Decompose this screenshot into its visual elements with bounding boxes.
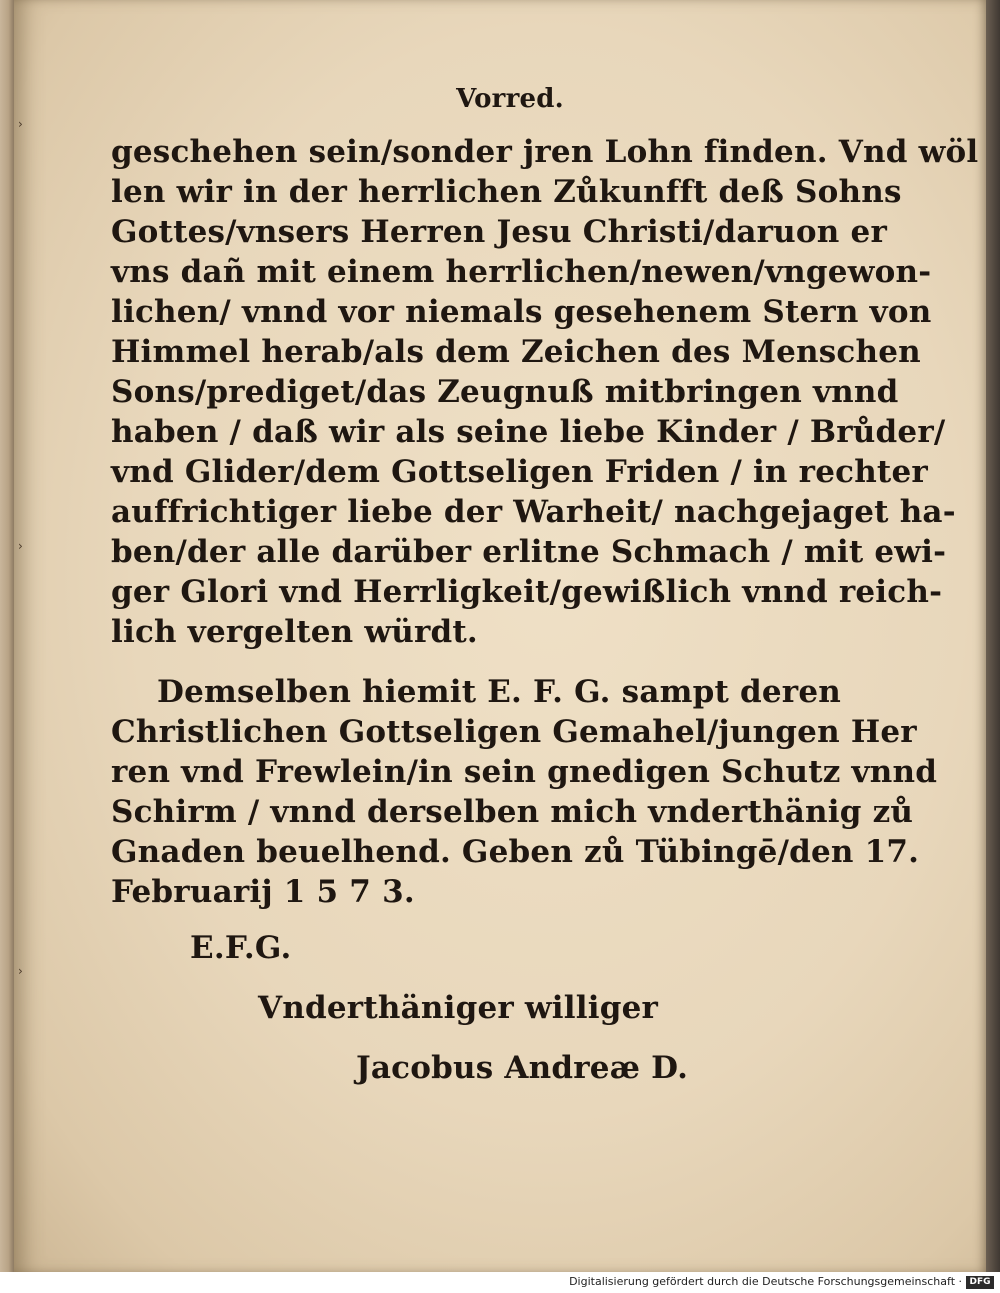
signature: Jacobus Andreæ D. xyxy=(356,1050,689,1086)
previous-page-edge xyxy=(0,0,14,1272)
closing-abbreviation: E.F.G. xyxy=(190,930,292,966)
text-line: haben / daß wir als seine liebe Kinder / Brůder/ xyxy=(111,414,946,450)
running-head: Vorred. xyxy=(456,84,564,114)
text-line: Sons/prediget/das Zeugnuß mitbringen vnnd xyxy=(111,374,899,410)
text-line: Februarij 1 5 7 3. xyxy=(111,874,415,910)
margin-mark: › xyxy=(18,964,23,978)
text-line: Demselben hiemit E. F. G. sampt deren xyxy=(157,674,841,710)
margin-mark: › xyxy=(18,539,23,553)
text-line: geschehen sein/sonder jren Lohn finden. Vnd wöl xyxy=(111,134,979,170)
text-line: Christlichen Gottseligen Gemahel/jungen Her xyxy=(111,714,917,750)
text-line: Himmel herab/als dem Zeichen des Menschen xyxy=(111,334,921,370)
text-line: lich vergelten würdt. xyxy=(111,614,478,650)
margin-mark: › xyxy=(18,117,23,131)
text-line: Gnaden beuelhend. Geben zů Tübingē/den 17. xyxy=(111,834,920,870)
closing-formula: Vnderthäniger williger xyxy=(258,990,659,1026)
text-line: vns dañ mit einem herrlichen/newen/vngewon- xyxy=(111,254,932,290)
text-line: lichen/ vnnd vor niemals gesehenem Stern von xyxy=(111,294,932,330)
text-line: ger Glori vnd Herrligkeit/gewißlich vnnd reich- xyxy=(111,574,943,610)
text-line: vnd Glider/dem Gottseligen Friden / in rechter xyxy=(111,454,928,490)
book-page xyxy=(14,0,986,1272)
text-line: ben/der alle darüber erlitne Schmach / mit ewi- xyxy=(111,534,947,570)
text-line: ren vnd Frewlein/in sein gnedigen Schutz vnnd xyxy=(111,754,938,790)
footer-bar xyxy=(0,1272,1000,1293)
text-line: Schirm / vnnd derselben mich vnderthänig zů xyxy=(111,794,914,830)
funding-credit: Digitalisierung gefördert durch die Deutsche Forschungsgemeinschaft · xyxy=(569,1275,962,1288)
page-right-edge xyxy=(986,0,1000,1272)
text-line: auffrichtiger liebe der Warheit/ nachgejaget ha- xyxy=(111,494,956,530)
text-line: len wir in der herrlichen Zůkunfft deß Sohns xyxy=(111,174,902,210)
text-line: Gottes/vnsers Herren Jesu Christi/daruon er xyxy=(111,214,887,250)
dfg-logo-icon: DFG xyxy=(966,1276,994,1289)
